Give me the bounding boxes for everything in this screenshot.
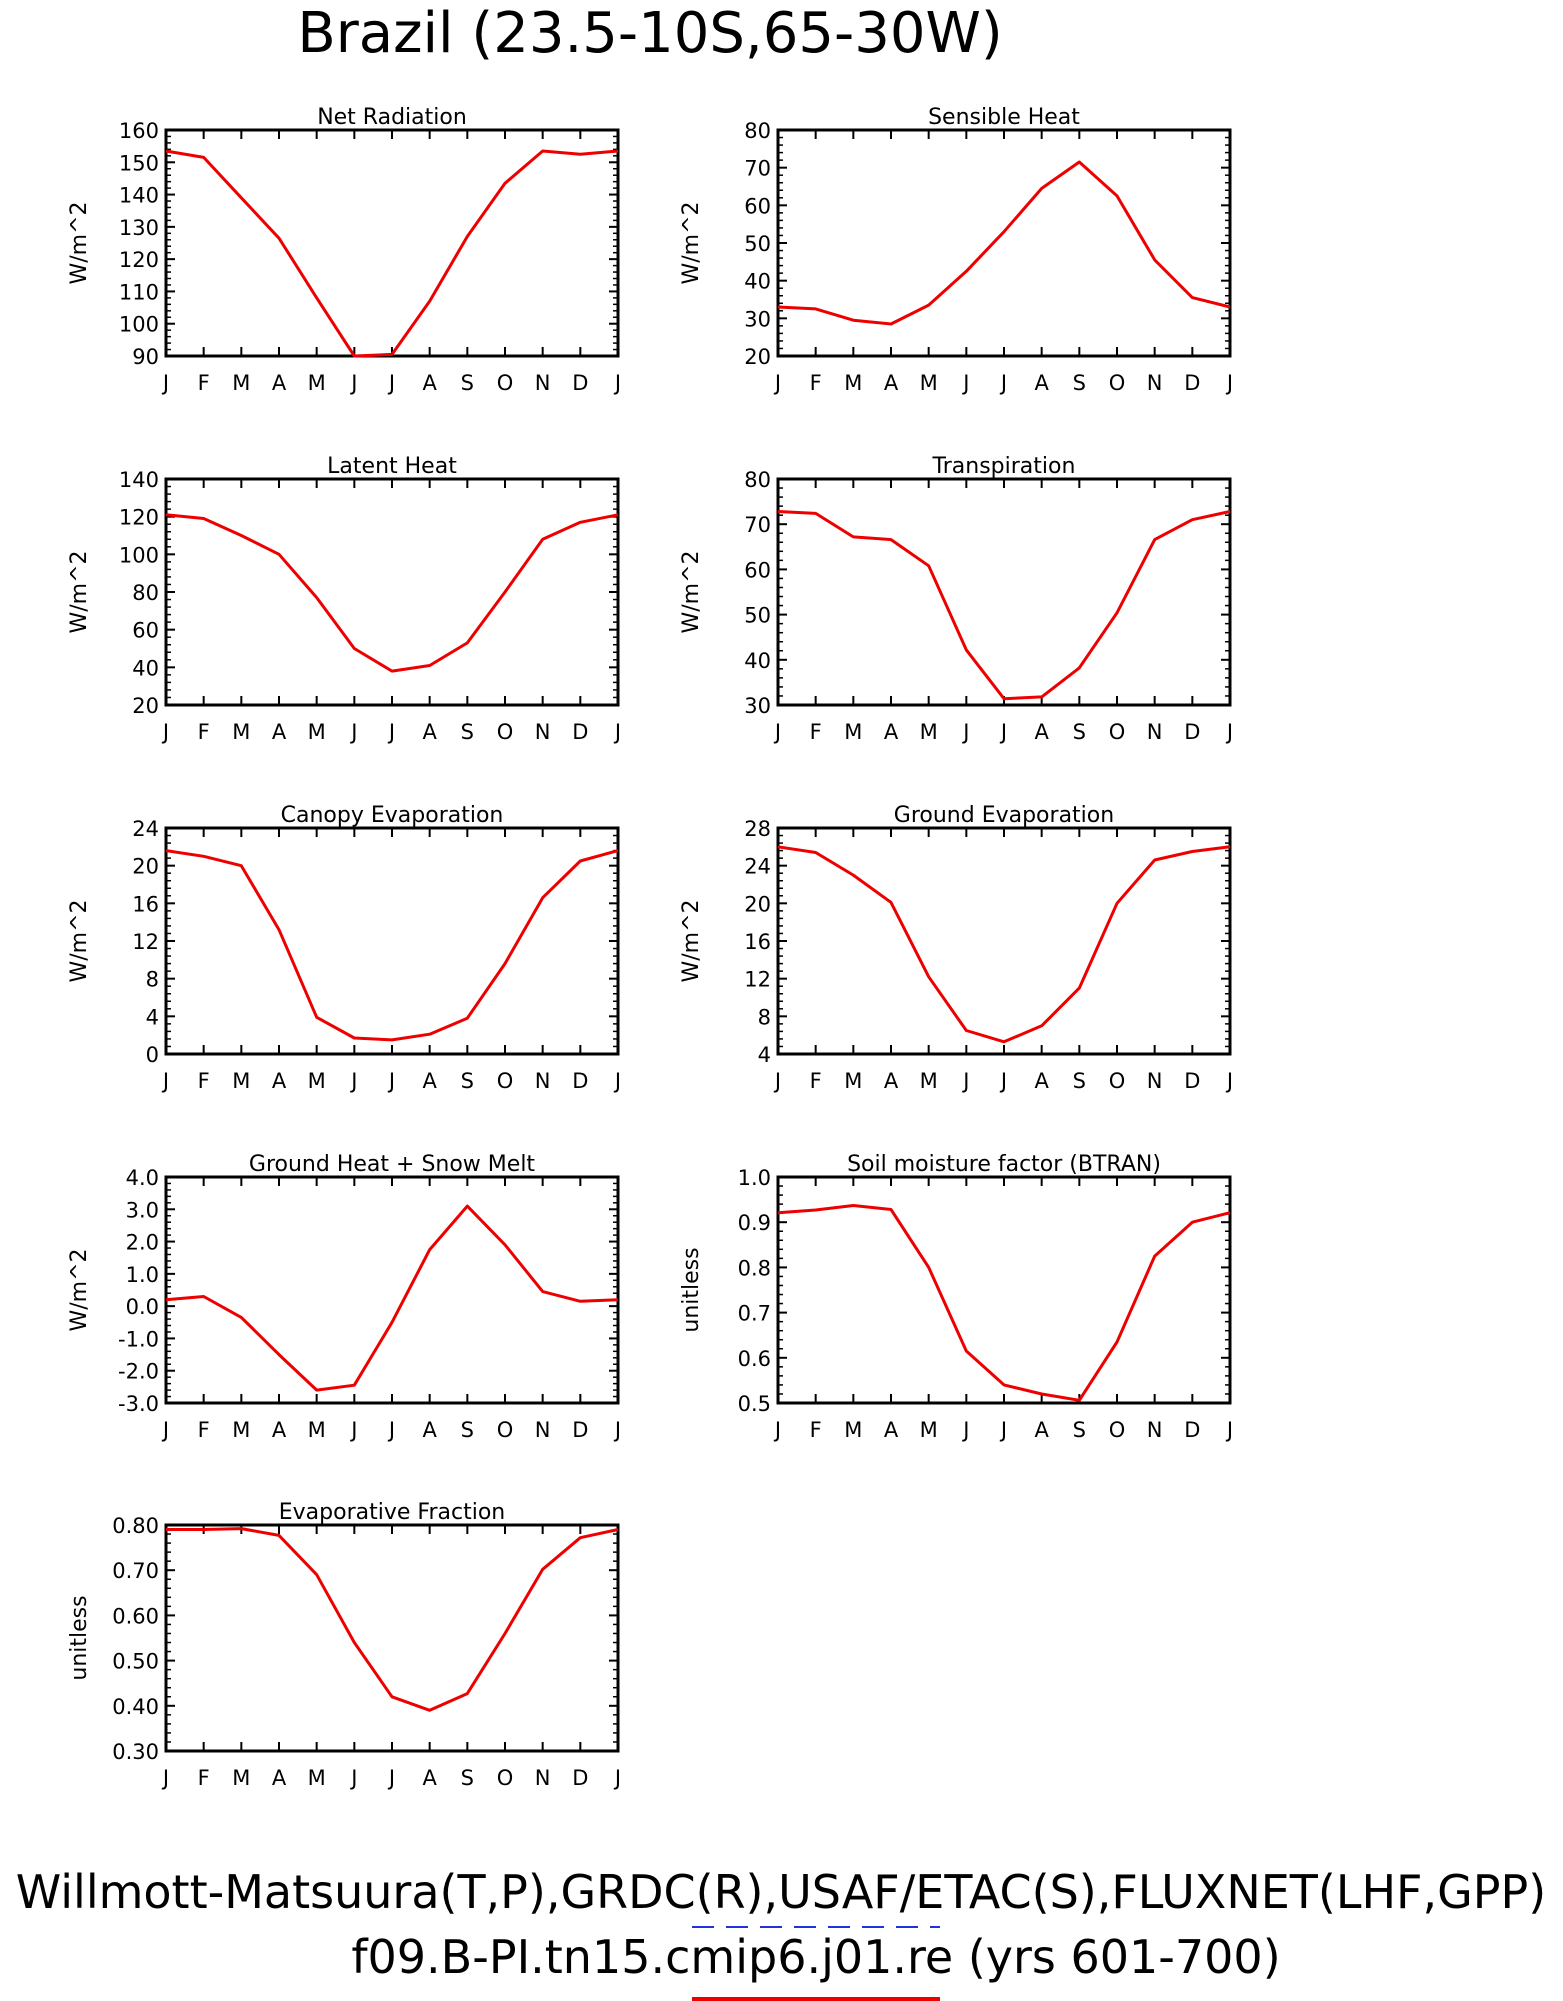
x-tick-label: J bbox=[351, 1069, 358, 1093]
plot-frame bbox=[166, 1177, 618, 1403]
y-axis-label: W/m^2 bbox=[679, 201, 704, 285]
x-tick-label: J bbox=[1000, 720, 1008, 744]
x-tick-label: A bbox=[1034, 720, 1049, 744]
y-tick-label: 16 bbox=[132, 892, 159, 917]
y-tick-label: 0.7 bbox=[737, 1301, 771, 1326]
series-line bbox=[778, 847, 1230, 1042]
x-tick-label: A bbox=[271, 720, 287, 744]
plot-frame bbox=[166, 1525, 618, 1751]
x-tick-label: J bbox=[388, 720, 396, 744]
y-tick-label: 80 bbox=[744, 468, 771, 492]
chart-title: Canopy Evaporation bbox=[280, 803, 504, 828]
x-tick-label: M bbox=[307, 371, 326, 395]
x-tick-label: M bbox=[844, 1418, 863, 1442]
x-tick-label: M bbox=[307, 1766, 326, 1790]
y-tick-label: 80 bbox=[744, 119, 771, 143]
x-tick-label: N bbox=[1146, 371, 1163, 395]
figure-title: Brazil (23.5-10S,65-30W) bbox=[297, 1, 1003, 66]
x-tick-label: F bbox=[809, 371, 822, 395]
x-tick-label: A bbox=[271, 1766, 287, 1790]
x-tick-label: N bbox=[534, 1069, 551, 1093]
x-tick-label: N bbox=[534, 1418, 551, 1442]
x-tick-label: S bbox=[460, 1766, 475, 1790]
x-tick-label: S bbox=[1072, 1418, 1087, 1442]
y-tick-label: 70 bbox=[744, 156, 771, 181]
x-tick-label: J bbox=[774, 371, 782, 395]
plot-frame bbox=[778, 1177, 1230, 1403]
series-line bbox=[778, 162, 1230, 324]
x-tick-label: J bbox=[1000, 1069, 1008, 1093]
x-tick-label: J bbox=[1226, 1418, 1234, 1442]
x-tick-label: N bbox=[534, 371, 551, 395]
y-tick-label: 1.0 bbox=[125, 1262, 159, 1287]
y-tick-label: 0.8 bbox=[737, 1256, 771, 1281]
y-axis-label: unitless bbox=[67, 1595, 92, 1681]
chart-panel bbox=[679, 105, 1233, 395]
y-tick-label: 140 bbox=[118, 183, 159, 208]
x-tick-label: A bbox=[1034, 1069, 1049, 1093]
x-tick-label: J bbox=[1000, 1418, 1008, 1442]
x-tick-label: A bbox=[422, 371, 437, 395]
x-tick-label: J bbox=[963, 720, 970, 744]
x-tick-label: J bbox=[388, 1418, 396, 1442]
chart-title: Soil moisture factor (BTRAN) bbox=[847, 1152, 1161, 1177]
x-tick-label: A bbox=[271, 1069, 287, 1093]
y-tick-label: 3.0 bbox=[125, 1198, 159, 1223]
x-tick-label: N bbox=[1146, 1418, 1163, 1442]
y-tick-label: 30 bbox=[744, 694, 771, 718]
x-tick-label: O bbox=[1108, 1069, 1126, 1093]
y-tick-label: 2.0 bbox=[125, 1230, 159, 1255]
x-tick-label: J bbox=[774, 720, 782, 744]
y-tick-label: 40 bbox=[132, 656, 159, 681]
x-tick-label: J bbox=[388, 371, 396, 395]
x-tick-label: F bbox=[809, 1418, 822, 1442]
y-tick-label: 40 bbox=[744, 269, 771, 294]
y-tick-label: 50 bbox=[744, 603, 771, 628]
plot-frame bbox=[778, 479, 1230, 705]
y-tick-label: 28 bbox=[744, 817, 771, 841]
x-tick-label: M bbox=[844, 1069, 863, 1093]
y-tick-label: 0.40 bbox=[112, 1694, 159, 1719]
x-tick-label: S bbox=[1072, 1069, 1087, 1093]
x-tick-label: O bbox=[1108, 720, 1126, 744]
chart-title: Evaporative Fraction bbox=[278, 1500, 506, 1525]
y-tick-label: 50 bbox=[744, 232, 771, 256]
x-tick-label: A bbox=[883, 720, 899, 744]
y-tick-label: 0.9 bbox=[737, 1211, 771, 1236]
chart-panel bbox=[67, 1152, 621, 1442]
chart-panel bbox=[67, 105, 621, 395]
y-axis-label: W/m^2 bbox=[67, 550, 92, 634]
x-tick-label: J bbox=[162, 371, 170, 395]
x-tick-label: M bbox=[232, 1418, 251, 1442]
y-tick-label: 40 bbox=[744, 648, 771, 673]
y-axis-label: W/m^2 bbox=[67, 1248, 92, 1332]
y-tick-label: 0.50 bbox=[112, 1649, 159, 1674]
x-tick-label: M bbox=[232, 371, 251, 395]
x-tick-label: A bbox=[422, 1766, 437, 1790]
x-tick-label: F bbox=[197, 1069, 210, 1093]
x-tick-label: J bbox=[162, 1069, 170, 1093]
y-tick-label: 4.0 bbox=[125, 1166, 159, 1190]
chart-panel bbox=[67, 454, 621, 744]
series-line bbox=[166, 1529, 618, 1711]
y-tick-label: 130 bbox=[118, 215, 159, 240]
x-tick-label: O bbox=[1108, 1418, 1126, 1442]
y-tick-label: 100 bbox=[118, 312, 159, 337]
series-line bbox=[166, 151, 618, 356]
y-tick-label: 24 bbox=[744, 854, 771, 879]
y-tick-label: 60 bbox=[744, 194, 771, 219]
y-tick-label: 24 bbox=[132, 817, 159, 841]
x-tick-label: J bbox=[388, 1069, 396, 1093]
x-tick-label: A bbox=[422, 1069, 437, 1093]
y-tick-label: 100 bbox=[118, 543, 159, 568]
x-tick-label: M bbox=[307, 1418, 326, 1442]
y-axis-label: W/m^2 bbox=[679, 550, 704, 634]
series-line bbox=[778, 512, 1230, 699]
plot-frame bbox=[166, 828, 618, 1054]
x-tick-label: O bbox=[496, 1766, 514, 1790]
y-axis-label: unitless bbox=[679, 1247, 704, 1333]
x-tick-label: M bbox=[919, 1418, 938, 1442]
x-tick-label: D bbox=[572, 720, 589, 744]
x-tick-label: O bbox=[1108, 371, 1126, 395]
x-tick-label: A bbox=[883, 1069, 899, 1093]
y-tick-label: 70 bbox=[744, 513, 771, 538]
x-tick-label: S bbox=[460, 1418, 475, 1442]
y-tick-label: 60 bbox=[132, 618, 159, 643]
x-tick-label: A bbox=[1034, 371, 1049, 395]
y-tick-label: 20 bbox=[132, 694, 159, 718]
x-tick-label: J bbox=[614, 1766, 622, 1790]
y-tick-label: 20 bbox=[132, 854, 159, 879]
x-tick-label: M bbox=[307, 1069, 326, 1093]
y-tick-label: 0.5 bbox=[737, 1392, 771, 1416]
x-tick-label: J bbox=[963, 1418, 970, 1442]
series-line bbox=[166, 515, 618, 671]
chart-title: Ground Heat + Snow Melt bbox=[248, 1152, 536, 1177]
x-tick-label: N bbox=[1146, 720, 1163, 744]
x-tick-label: F bbox=[809, 720, 822, 744]
x-tick-label: J bbox=[1000, 371, 1008, 395]
y-tick-label: 12 bbox=[744, 967, 771, 992]
x-tick-label: S bbox=[460, 720, 475, 744]
x-tick-label: D bbox=[572, 1418, 589, 1442]
y-tick-label: -3.0 bbox=[118, 1392, 159, 1416]
x-tick-label: S bbox=[460, 371, 475, 395]
x-tick-label: D bbox=[1184, 1418, 1201, 1442]
x-tick-label: S bbox=[460, 1069, 475, 1093]
chart-panel bbox=[67, 1500, 621, 1790]
y-tick-label: 160 bbox=[118, 119, 159, 143]
y-axis-label: W/m^2 bbox=[679, 899, 704, 983]
x-tick-label: M bbox=[232, 1766, 251, 1790]
x-tick-label: F bbox=[197, 1418, 210, 1442]
x-tick-label: F bbox=[197, 1766, 210, 1790]
panels bbox=[67, 105, 1233, 1790]
plot-frame bbox=[778, 130, 1230, 356]
x-tick-label: J bbox=[614, 1418, 622, 1442]
y-tick-label: 0.30 bbox=[112, 1740, 159, 1764]
legend-model-label: f09.B-PI.tn15.cmip6.j01.re (yrs 601-700) bbox=[351, 1930, 1281, 1984]
x-tick-label: F bbox=[809, 1069, 822, 1093]
y-tick-label: 4 bbox=[145, 1005, 159, 1030]
x-tick-label: D bbox=[1184, 1069, 1201, 1093]
chart-title: Sensible Heat bbox=[928, 105, 1080, 130]
x-tick-label: A bbox=[271, 1418, 287, 1442]
series-line bbox=[166, 851, 618, 1040]
x-tick-label: J bbox=[1226, 1069, 1234, 1093]
x-tick-label: D bbox=[572, 371, 589, 395]
y-tick-label: 150 bbox=[118, 151, 159, 176]
chart-panel bbox=[679, 454, 1233, 744]
y-tick-label: 120 bbox=[118, 248, 159, 273]
x-tick-label: M bbox=[232, 1069, 251, 1093]
x-tick-label: D bbox=[1184, 371, 1201, 395]
x-tick-label: O bbox=[496, 1418, 514, 1442]
y-tick-label: 60 bbox=[744, 558, 771, 583]
x-tick-label: F bbox=[197, 371, 210, 395]
y-tick-label: -1.0 bbox=[118, 1327, 159, 1352]
x-tick-label: A bbox=[422, 1418, 437, 1442]
y-tick-label: 30 bbox=[744, 307, 771, 332]
x-tick-label: J bbox=[1226, 720, 1234, 744]
x-tick-label: D bbox=[572, 1069, 589, 1093]
y-tick-label: 20 bbox=[744, 892, 771, 917]
y-tick-label: 90 bbox=[132, 345, 159, 369]
x-tick-label: J bbox=[614, 1069, 622, 1093]
chart-title: Latent Heat bbox=[327, 454, 457, 479]
x-tick-label: J bbox=[351, 1418, 358, 1442]
x-tick-label: M bbox=[844, 720, 863, 744]
x-tick-label: J bbox=[1226, 371, 1234, 395]
y-axis-label: W/m^2 bbox=[67, 899, 92, 983]
series-line bbox=[166, 1206, 618, 1390]
plot-frame bbox=[778, 828, 1230, 1054]
plot-frame bbox=[166, 130, 618, 356]
x-tick-label: J bbox=[614, 720, 622, 744]
x-tick-label: A bbox=[1034, 1418, 1049, 1442]
y-tick-label: 80 bbox=[132, 581, 159, 605]
y-tick-label: 120 bbox=[118, 505, 159, 530]
x-tick-label: D bbox=[572, 1766, 589, 1790]
x-tick-label: M bbox=[919, 371, 938, 395]
x-tick-label: A bbox=[883, 371, 899, 395]
x-tick-label: A bbox=[883, 1418, 899, 1442]
x-tick-label: M bbox=[307, 720, 326, 744]
chart-panel bbox=[67, 803, 621, 1093]
x-tick-label: N bbox=[534, 1766, 551, 1790]
y-tick-label: 4 bbox=[757, 1043, 771, 1067]
legend-reference-label: Willmott-Matsuura(T,P),GRDC(R),USAF/ETAC(S),FLUXNET(LHF,GPP) bbox=[15, 1865, 1547, 1919]
chart-title: Ground Evaporation bbox=[893, 803, 1115, 828]
y-tick-label: 1.0 bbox=[737, 1166, 771, 1190]
y-tick-label: 0.60 bbox=[112, 1604, 159, 1629]
x-tick-label: O bbox=[496, 1069, 514, 1093]
x-tick-label: J bbox=[963, 1069, 970, 1093]
x-tick-label: F bbox=[197, 720, 210, 744]
x-tick-label: J bbox=[162, 1418, 170, 1442]
y-tick-label: 8 bbox=[757, 1005, 771, 1030]
y-tick-label: 0.0 bbox=[125, 1295, 159, 1320]
x-tick-label: J bbox=[351, 371, 358, 395]
y-axis-label: W/m^2 bbox=[67, 201, 92, 285]
y-tick-label: 0 bbox=[145, 1043, 159, 1067]
x-tick-label: J bbox=[774, 1418, 782, 1442]
x-tick-label: A bbox=[271, 371, 287, 395]
x-tick-label: S bbox=[1072, 371, 1087, 395]
x-tick-label: J bbox=[351, 720, 358, 744]
chart-panel bbox=[679, 1152, 1233, 1442]
chart-title: Net Radiation bbox=[317, 105, 467, 130]
x-tick-label: J bbox=[162, 1766, 170, 1790]
chart-panel bbox=[679, 803, 1233, 1093]
x-tick-label: M bbox=[232, 720, 251, 744]
x-tick-label: S bbox=[1072, 720, 1087, 744]
y-tick-label: 110 bbox=[118, 280, 159, 305]
x-tick-label: J bbox=[614, 371, 622, 395]
x-tick-label: N bbox=[534, 720, 551, 744]
x-tick-label: O bbox=[496, 371, 514, 395]
y-tick-label: 0.70 bbox=[112, 1559, 159, 1584]
series-line bbox=[778, 1206, 1230, 1401]
x-tick-label: J bbox=[388, 1766, 396, 1790]
chart-title: Transpiration bbox=[932, 454, 1076, 479]
x-tick-label: J bbox=[963, 371, 970, 395]
x-tick-label: M bbox=[919, 1069, 938, 1093]
y-tick-label: 8 bbox=[145, 967, 159, 992]
y-tick-label: 140 bbox=[118, 468, 159, 492]
x-tick-label: N bbox=[1146, 1069, 1163, 1093]
x-tick-label: M bbox=[844, 371, 863, 395]
y-tick-label: 12 bbox=[132, 930, 159, 954]
x-tick-label: O bbox=[496, 720, 514, 744]
x-tick-label: A bbox=[422, 720, 437, 744]
x-tick-label: D bbox=[1184, 720, 1201, 744]
x-tick-label: J bbox=[162, 720, 170, 744]
y-tick-label: -2.0 bbox=[118, 1359, 159, 1384]
y-tick-label: 0.80 bbox=[112, 1514, 159, 1538]
y-tick-label: 0.6 bbox=[737, 1346, 771, 1371]
y-tick-label: 20 bbox=[744, 345, 771, 369]
x-tick-label: J bbox=[351, 1766, 358, 1790]
y-tick-label: 16 bbox=[744, 930, 771, 954]
x-tick-label: M bbox=[919, 720, 938, 744]
x-tick-label: J bbox=[774, 1069, 782, 1093]
